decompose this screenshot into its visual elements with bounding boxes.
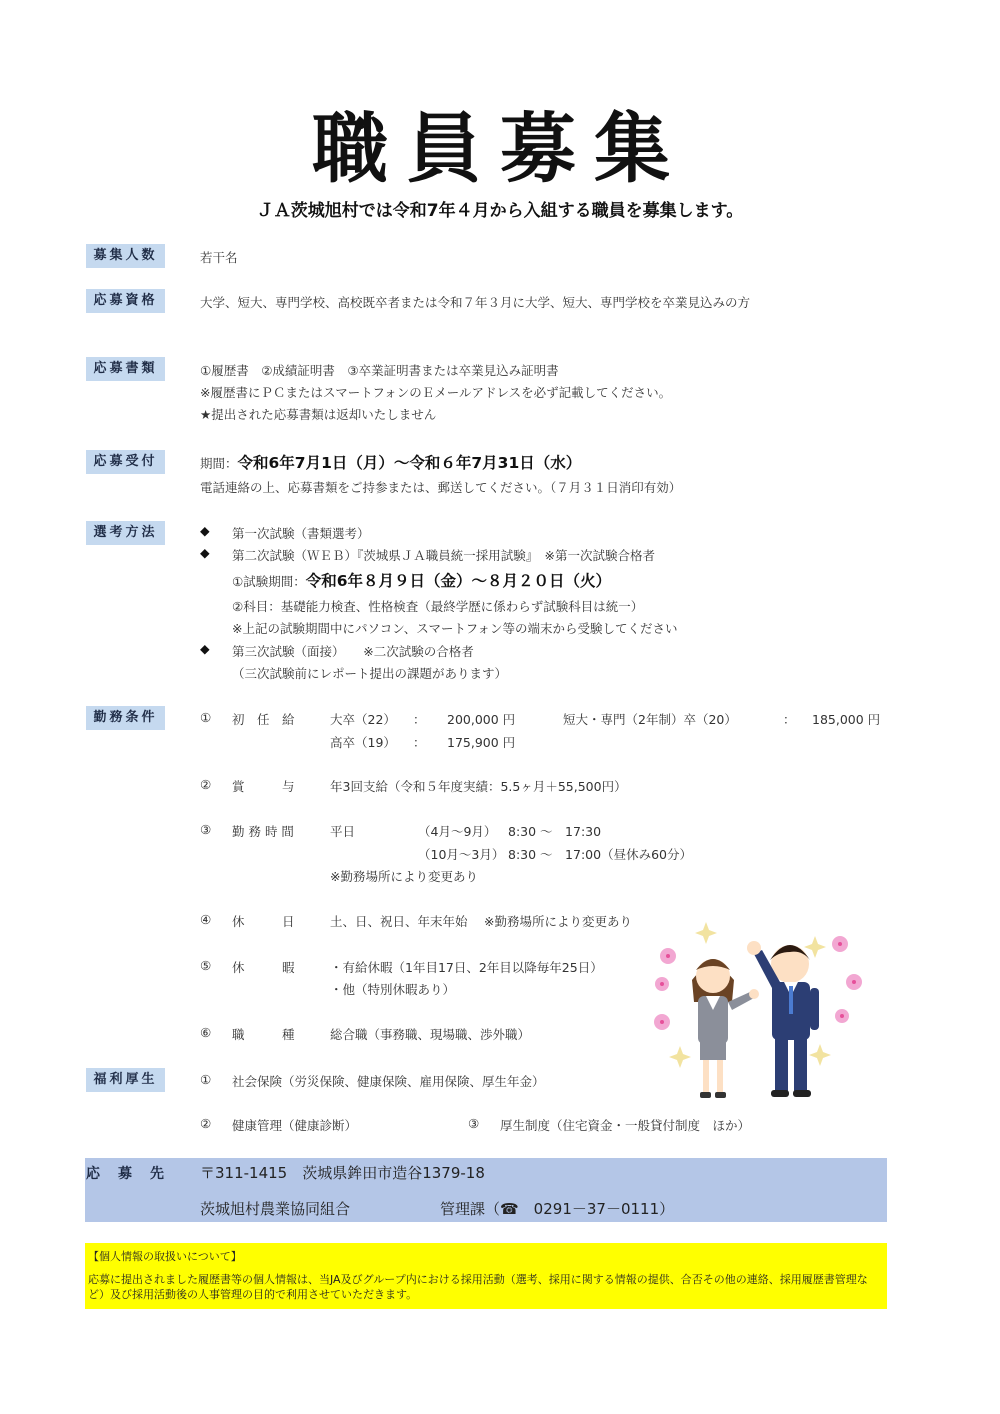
selection-period-prefix: ①試験期間： [232,574,306,589]
hours-label: 勤 務 時 間 [232,824,294,839]
job-label: 職 種 [232,1027,295,1042]
bullet-icon: ◆ [200,641,210,656]
welfare-item-2: 健康管理（健康診断） [232,1118,358,1133]
selection-period: 令和6年８月９日（金）～８月２０日（火） [305,572,612,590]
holidays-label: 休 日 [232,914,295,929]
selection-first: 第一次試験（書類選考） [232,526,370,541]
reception-period-prefix: 期間： [200,456,238,471]
selection-second: 第二次試験（ＷＥＢ）『茨城県ＪＡ職員統一採用試験』 ※第一次試験合格者 [232,548,655,563]
salary-high-colon: ： [413,735,426,750]
salary-junior-colon: ： [783,712,796,727]
reception-note: 電話連絡の上、応募書類をご持参または、郵送してください。（７月３１日消印有効） [200,480,682,495]
selection-subjects: ②科目：基礎能力検査、性格検査（最終学歴に係わらず試験科目は統一） [232,599,644,614]
illustration-svg [640,918,870,1108]
privacy-heading: 【個人情報の取扱いについて】 [88,1250,242,1263]
welfare-item-1: 社会保険（労災保険、健康保険、雇用保険、厚生年金） [232,1074,545,1089]
cheering-couple-illustration [640,918,870,1108]
label-welfare: 福利厚生 [86,1068,165,1092]
privacy-body: 応募に提出されました履歴書等の個人情報は、当JA及びグループ内における採用活動（選考、採用に関する情報の提供、合否その他の連絡、採用履歴書管理など）及び採用活動後の人事管理の目的で利用させていただきます。 [88,1273,868,1301]
salary-junior: 短大・専門（2年制）卒（20） [563,712,737,727]
selection-third: 第三次試験（面接） ※二次試験の合格者 [232,644,474,659]
bullet-icon: ◆ [200,545,210,560]
welfare-num-1: ① [200,1072,212,1087]
reception-period-row [200,451,581,473]
welfare-num-2: ② [200,1116,212,1131]
label-recruit-count: 募集人数 [86,244,165,268]
salary-high: 高卒（19） [330,735,396,750]
salary-num: ① [200,710,212,725]
qualification-value: 大学、短大、専門学校、高校既卒者または令和７年３月に大学、短大、専門学校を卒業見込みの方 [200,295,751,310]
label-qualification: 応募資格 [86,289,165,313]
hours-time-1: 8:30 ～ 17:30 [508,824,602,839]
hours-period-2: （10月～3月） [418,847,505,862]
label-conditions: 勤務条件 [86,706,165,730]
reception-period: 令和6年7月1日（月）～令和６年7月31日（水） [237,454,582,472]
leave-label: 休 暇 [232,960,295,975]
man-figure [747,941,819,1097]
documents-line-3: ★提出された応募書類は返却いたしません [200,407,437,422]
selection-note: ※上記の試験期間中にパソコン、スマートフォン等の端末から受験してください [232,621,678,636]
salary-univ-amount: 200,000 円 [447,712,516,727]
leave-num: ⑤ [200,958,212,973]
salary-junior-amount: 185,000 円 [812,712,881,727]
documents-line-2: ※履歴書にＰＣまたはスマートフォンのＥメールアドレスを必ず記載してください。 [200,385,672,400]
salary-univ: 大卒（22） [330,712,396,727]
holidays-num: ④ [200,912,212,927]
hours-weekday: 平日 [330,824,356,839]
hours-period-1: （4月～9月） [418,824,497,839]
hours-note: ※勤務場所により変更あり [330,869,478,884]
contact-org: 茨城旭村農業協同組合 [200,1200,351,1218]
bullet-icon: ◆ [200,523,210,538]
recruit-count-value: 若干名 [200,250,238,265]
label-selection: 選考方法 [86,521,165,545]
selection-period-row [232,569,611,591]
bonus-value: 年3回支給（令和５年度実績：5.5ヶ月＋55,500円） [330,779,627,794]
woman-figure [692,959,759,1098]
selection-third-note: （三次試験前にレポート提出の課題があります） [232,666,508,681]
job-value: 総合職（事務職、現場職、渉外職） [330,1027,531,1042]
job-num: ⑥ [200,1025,212,1040]
contact-label: 応 募 先 [86,1166,166,1182]
page-title: 職員募集 [312,104,688,193]
contact-phone: 管理課（☎ 0291－37－0111） [440,1200,675,1218]
hours-num: ③ [200,822,212,837]
bonus-num: ② [200,777,212,792]
welfare-item-3: 厚生制度（住宅資金・一般貸付制度 ほか） [500,1118,751,1133]
bonus-label: 賞 与 [232,779,295,794]
salary-label: 初 任 給 [232,712,295,727]
documents-line-1: ①履歴書 ②成績証明書 ③卒業証明書または卒業見込み証明書 [200,363,559,378]
hours-time-2: 8:30 ～ 17:00（昼休み60分） [508,847,692,862]
salary-univ-colon: ： [413,712,426,727]
salary-high-amount: 175,900 円 [447,735,516,750]
leave-line-1: ・有給休暇（1年目17日、2年目以降毎年25日） [330,960,603,975]
label-reception: 応募受付 [86,450,165,474]
holidays-value: 土、日、祝日、年末年始 ※勤務場所により変更あり [330,914,632,929]
welfare-num-3: ③ [468,1116,480,1131]
label-documents: 応募書類 [86,357,165,381]
page-subtitle: ＪＡ茨城旭村では令和7年４月から入組する職員を募集します。 [256,201,744,221]
contact-address: 〒311-1415 茨城県鉾田市造谷1379-18 [200,1164,485,1182]
leave-line-2: ・他（特別休暇あり） [330,982,456,997]
